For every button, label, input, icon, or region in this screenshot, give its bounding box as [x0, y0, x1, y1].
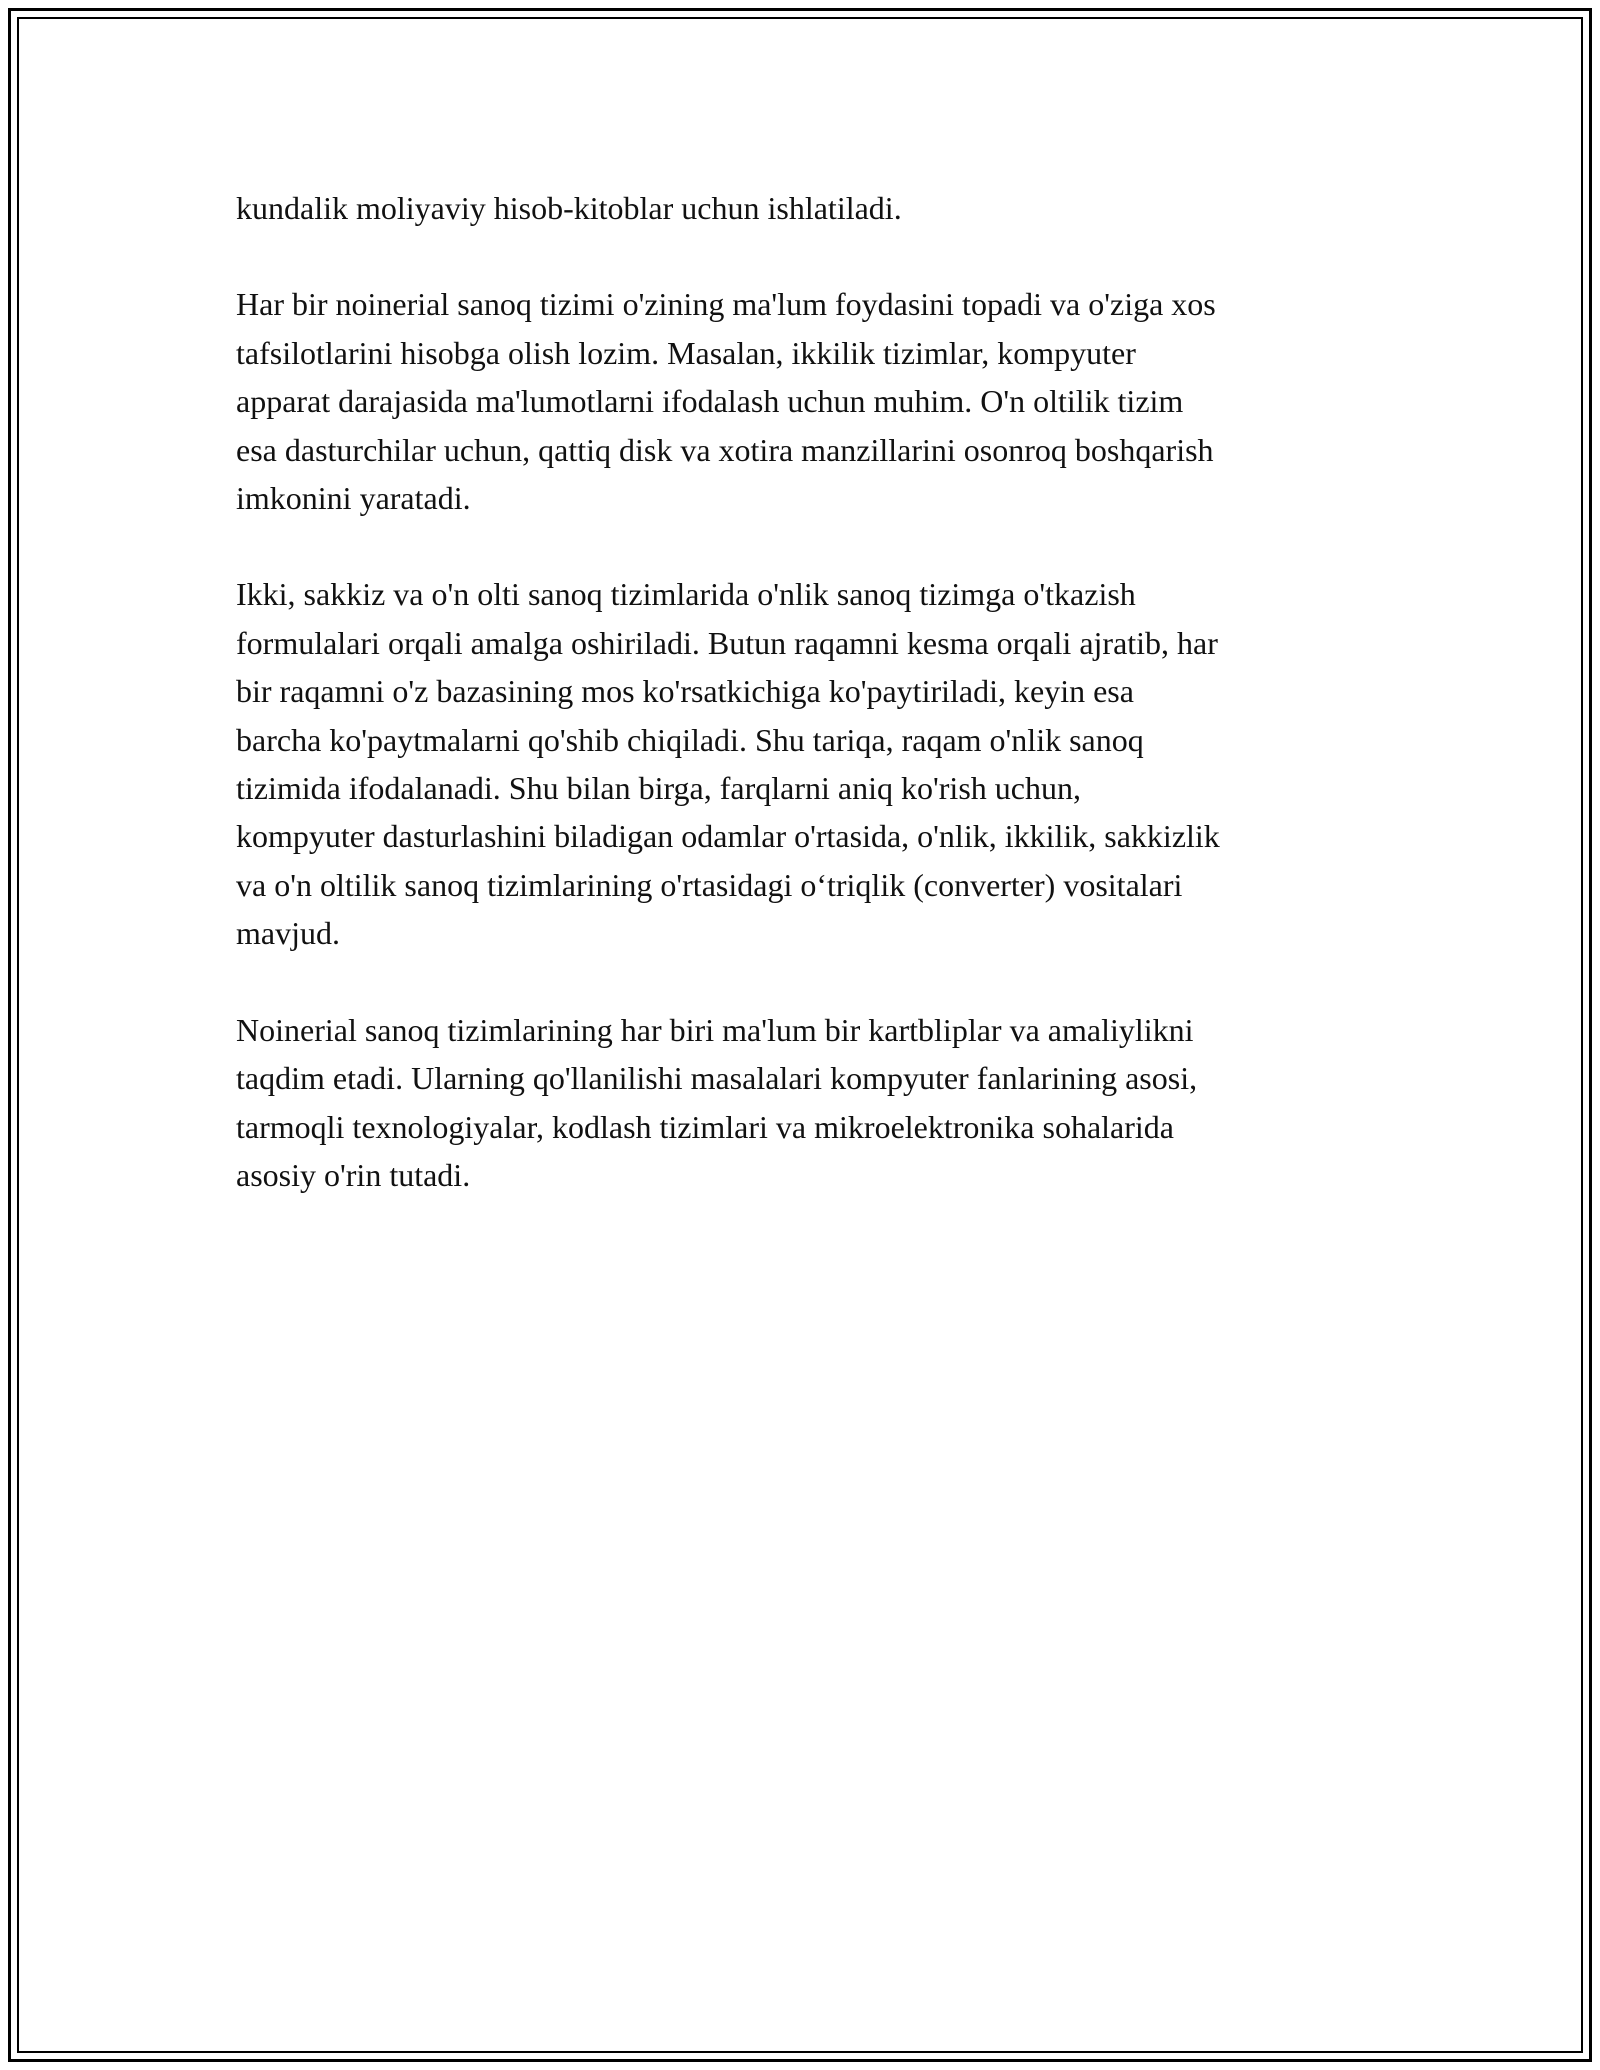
- paragraph-2: Har bir noinerial sanoq tizimi o'zining ma'lum foydasini topadi va o'ziga xos tafsilotlarini hisobga olish lozim. Masalan, ikkilik tizimlar, kompyuter apparat darajasida ma'lumotlarni ifodalash uchun muhim. O'n oltilik tizim esa dasturchilar uchun, qattiq disk va xotira manzillarini osonroq boshqarish imkonini yaratadi.: [236, 286, 1216, 517]
- paragraph-3: Ikki, sakkiz va o'n olti sanoq tizimlarida o'nlik sanoq tizimga o'tkazish formulalari orqali amalga oshiriladi. Butun raqamni kesma orqali ajratib, har bir raqamni o'z bazasining mos ko'rsatkichiga ko'paytiriladi, keyin esa barcha ko'paytmalarni qo'shib chiqiladi. Shu tariqa, raqam o'nlik sanoq tizimida ifodalanadi. Shu bilan birga, farqlarni aniq ko'rish uchun, kompyuter dasturlashini biladigan odamlar o'rtasida, o'nlik, ikkilik, sakkizlik va o'n oltilik sanoq tizimlarining o'rtasidagi o‘triqlik (converter) vositalari mavjud.: [236, 576, 1220, 952]
- paragraph-4: Noinerial sanoq tizimlarining har biri ma'lum bir kartbliplar va amaliylikni taqdim etadi. Ularning qo'llanilishi masalalari kompyuter fanlarining asosi, tarmoqli texnologiyalar, kodlash tizimlari va mikroelektronika sohalarida asosiy o'rin tutadi.: [236, 1011, 1198, 1193]
- paragraph-1: kundalik moliyaviy hisob-kitoblar uchun ishlatiladi.: [236, 190, 902, 226]
- document-body: [236, 184, 1376, 1247]
